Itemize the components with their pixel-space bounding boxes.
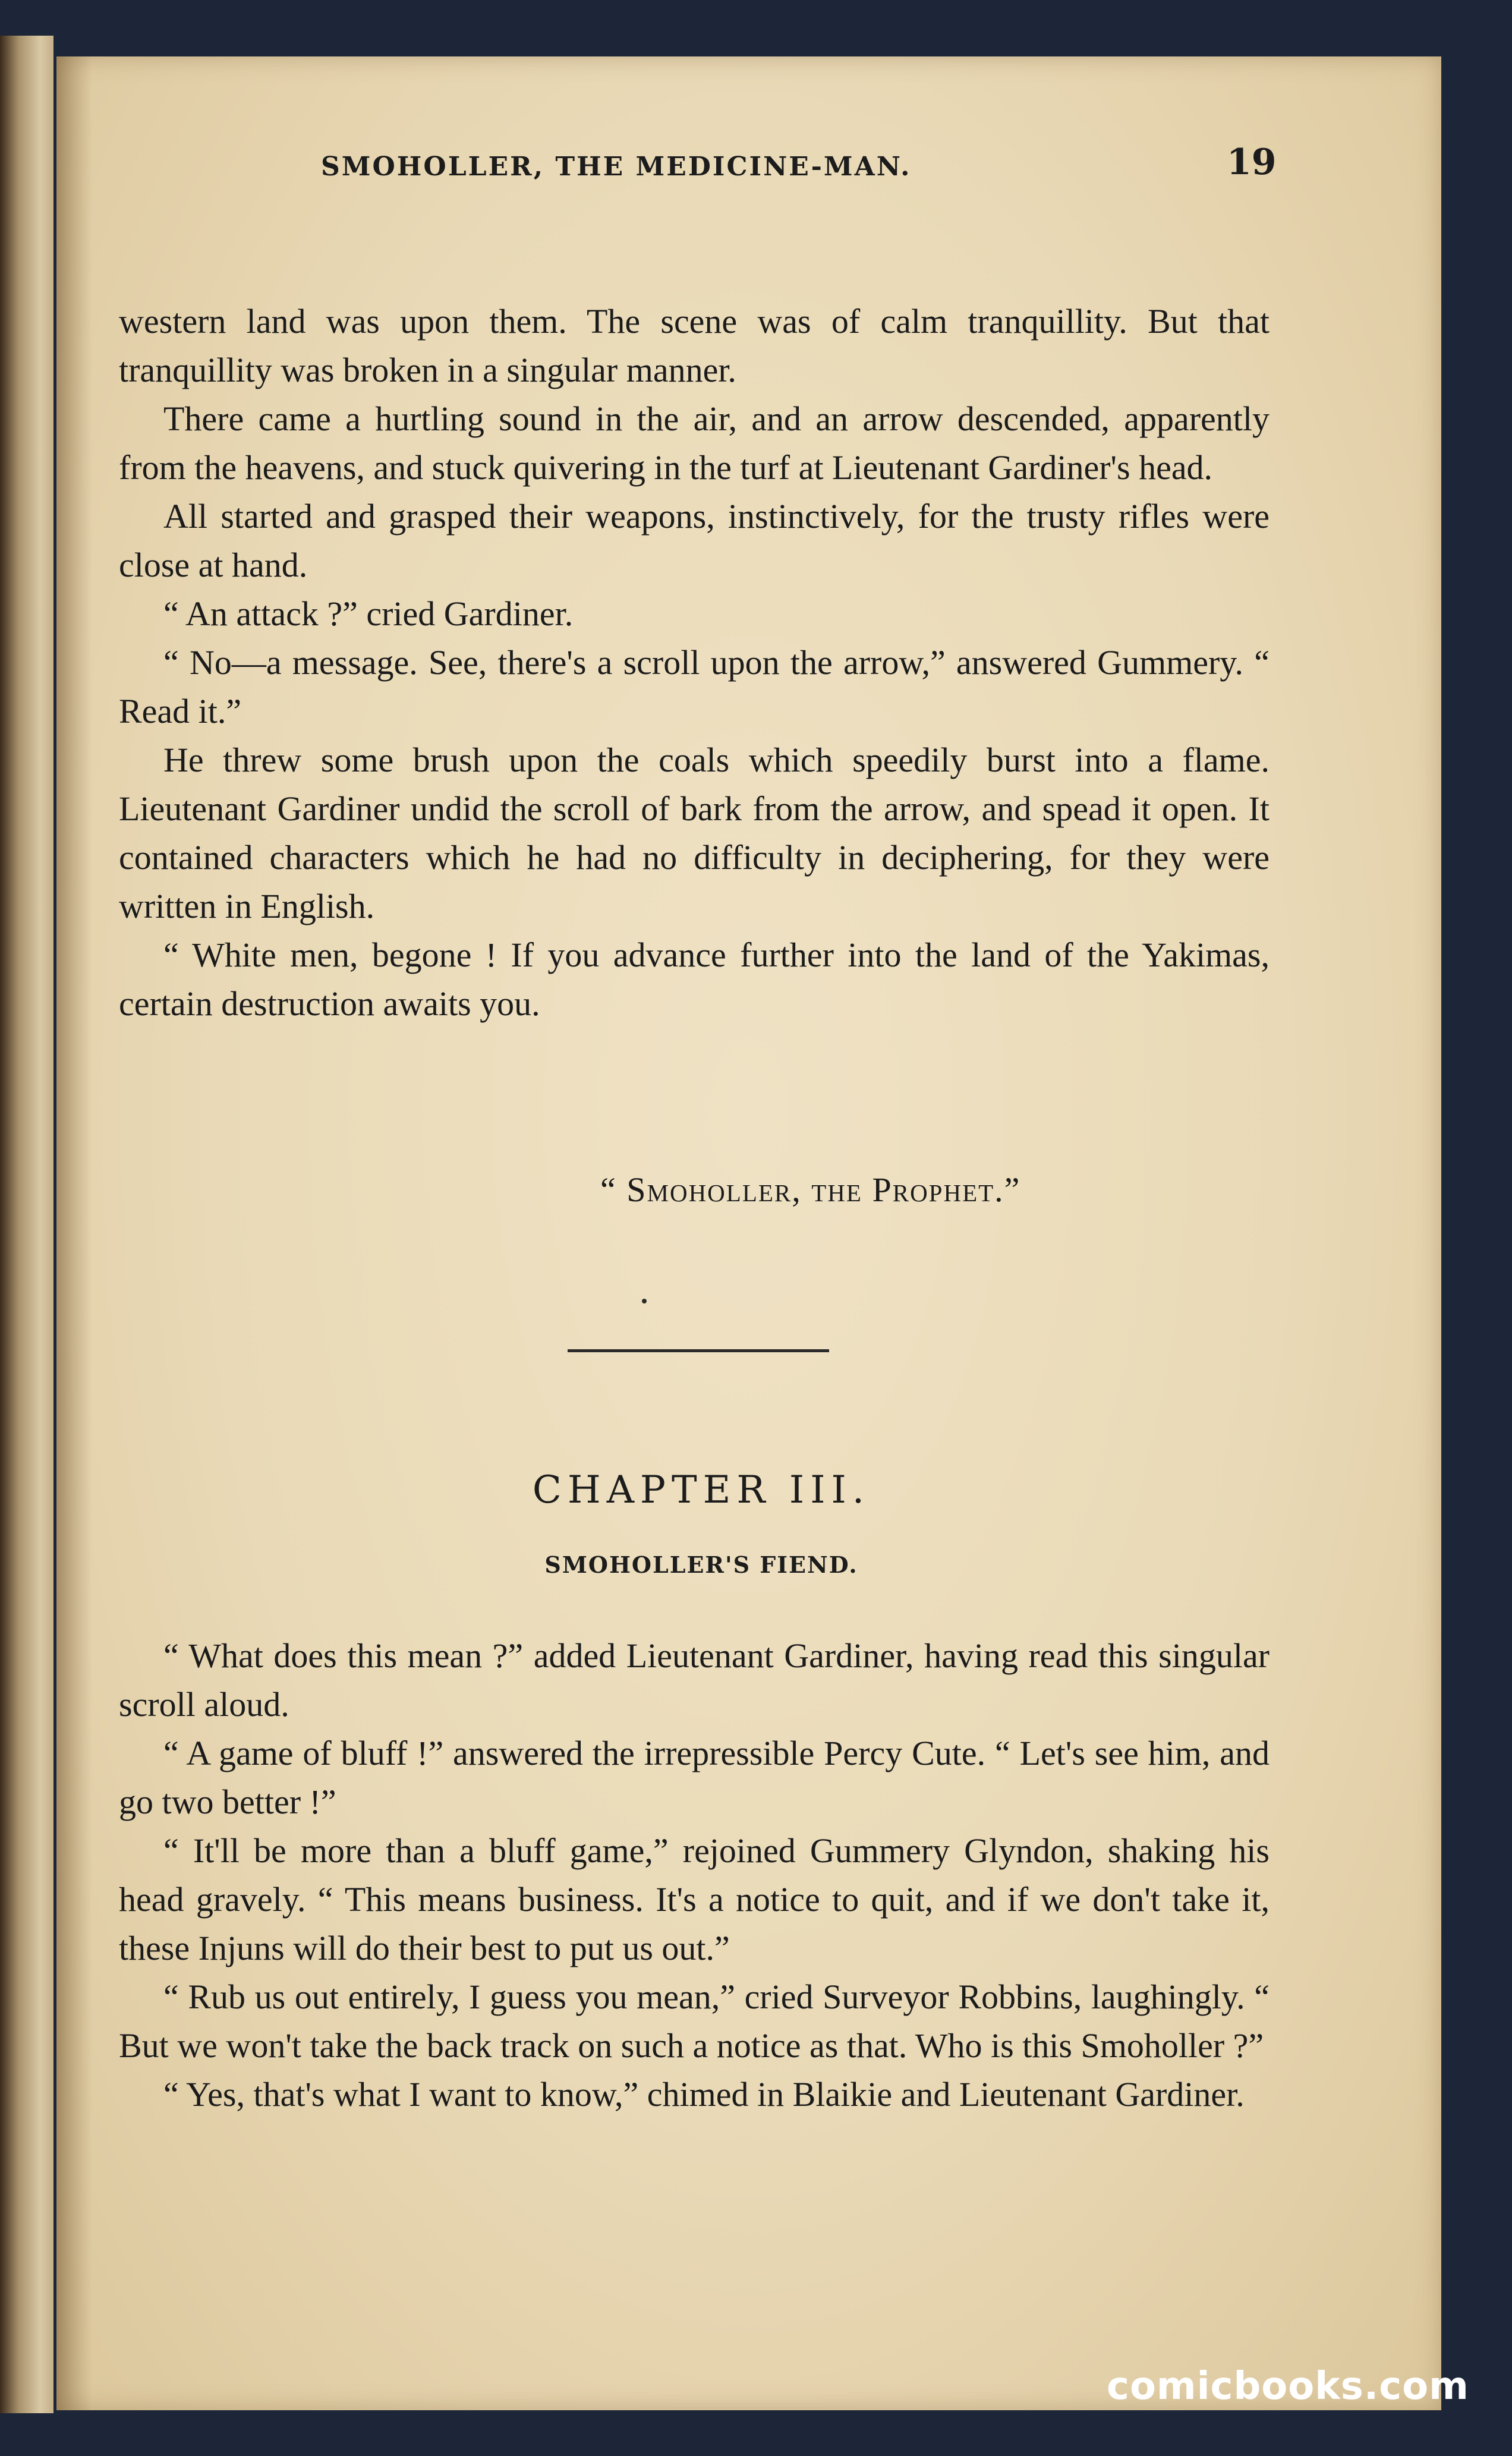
paragraph: “ What does this mean ?” added Lieutenant Gardiner, having read this singular scroll aloud. <box>119 1636 1270 1724</box>
chapter-subtitle: SMOHOLLER'S FIEND. <box>544 1551 858 1578</box>
section-divider-rule <box>568 1349 829 1352</box>
paragraph: “ It'll be more than a bluff game,” rejoined Gummery Glyndon, shaking his head gravely. “ This means business. It's a notice to quit, and if we don't take it, these Injuns will do their best to put us out.” <box>119 1831 1270 1967</box>
paragraph: All started and grasped their weapons, instinctively, for the trusty rifles were close at hand. <box>119 497 1270 584</box>
paragraph: “ Rub us out entirely, I guess you mean,” cried Surveyor Robbins, laughingly. “ But we won't take the back track on such a notice as that. Who is this Smoholler ?” <box>119 1978 1270 2065</box>
scroll-signature: “ Smoholler, the Prophet.” <box>600 1170 1021 1209</box>
paragraph: “ A game of bluff !” answered the irrepressible Percy Cute. “ Let's see him, and go two better !” <box>119 1734 1270 1821</box>
facing-page-edge <box>0 36 53 2413</box>
running-head: SMOHOLLER, THE MEDICINE-MAN. <box>321 152 912 182</box>
paragraph: “ No—a message. See, there's a scroll upon the arrow,” answered Gummery. “ Read it.” <box>119 643 1270 730</box>
chapter-heading: CHAPTER III. <box>532 1468 871 1512</box>
paragraph: There came a hurtling sound in the air, and an arrow descended, apparently from the heavens, and stuck quivering in the turf at Lieutenant Gardiner's head. <box>119 399 1270 487</box>
page-number: 19 <box>1227 141 1277 183</box>
body-text-upper <box>119 297 1270 1028</box>
paragraph: “ White men, begone ! If you advance further into the land of the Yakimas, certain destruction awaits you. <box>119 936 1270 1023</box>
paragraph: western land was upon them. The scene was of calm tranquillity. But that tranquillity was broken in a singular manner. <box>119 302 1270 389</box>
site-watermark: comicbooks.com <box>1107 2364 1469 2408</box>
body-text-lower <box>119 1632 1270 2119</box>
section-divider-dot <box>642 1299 647 1303</box>
paragraph: He threw some brush upon the coals which speedily burst into a flame. Lieutenant Gardiner undid the scroll of bark from the arrow, and spead it open. It contained characters which he had no difficulty in deciphering, for they were written in English. <box>119 741 1270 925</box>
paragraph: “ Yes, that's what I want to know,” chimed in Blaikie and Lieutenant Gardiner. <box>163 2075 1245 2114</box>
paragraph: “ An attack ?” cried Gardiner. <box>163 594 574 633</box>
